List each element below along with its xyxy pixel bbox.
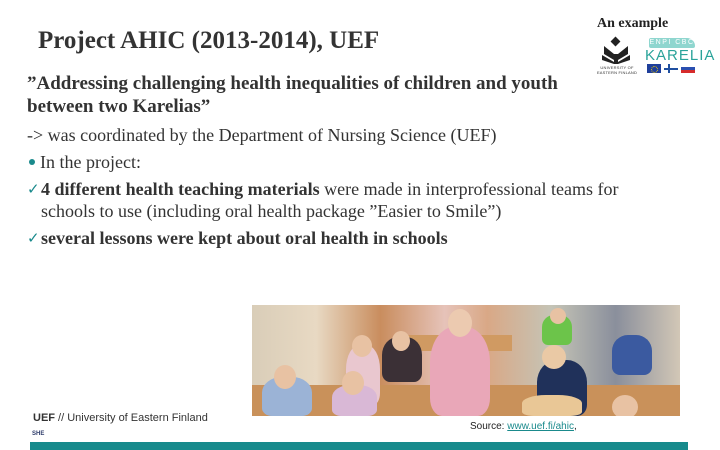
bullet-text: In the project: [40,152,141,172]
checkmark-icon: ✓ [27,229,40,247]
karelia-main-text: KARELIA [645,47,716,64]
finland-flag-icon [664,64,678,73]
source-after: , [573,421,577,432]
russia-flag-icon [681,64,695,73]
she-logo: SHE [32,431,45,437]
project-quote: ”Addressing challenging health inequalities of children and youth between two Karelias” [27,73,558,117]
uef-logo-line1: UNIVERSITY OF [600,65,634,70]
karelia-top-text: ENPI CBC [649,39,695,46]
check-item-materials [27,178,627,222]
footer-accent-bar [30,442,688,450]
classroom-photo [252,305,680,416]
slide-content [27,72,627,249]
slide-title: Project AHIC (2013-2014), UEF [38,27,380,54]
eu-flag-icon [647,64,661,73]
coordination-text: -> was coordinated by the Department of Nursing Science (UEF) [27,125,497,145]
karelia-logo [645,38,716,78]
source-link[interactable]: www.uef.fi/ahic [507,421,574,432]
corner-label: An example [597,16,669,31]
source-label: Source: [470,421,508,432]
checkmark-icon: ✓ [27,180,40,198]
flags [647,64,695,73]
bullet-item [27,151,627,173]
check-bold-text: several lessons were kept about oral health in schools [41,228,448,248]
footer-uef-name: // University of Eastern Finland [55,412,208,424]
check-item-lessons [27,227,627,249]
footer-uef-bold: UEF [33,412,55,424]
photo-source [470,421,577,432]
check-rest-text: were made in interprofessional teams for schools to use (including oral health package ”Easier to Smile”) [41,179,619,221]
check-bold-text: 4 different health teaching materials [41,179,320,199]
footer-university [33,412,208,424]
bullet-dot-icon [29,159,35,165]
uef-logo-line2: EASTERN FINLAND [596,70,638,75]
